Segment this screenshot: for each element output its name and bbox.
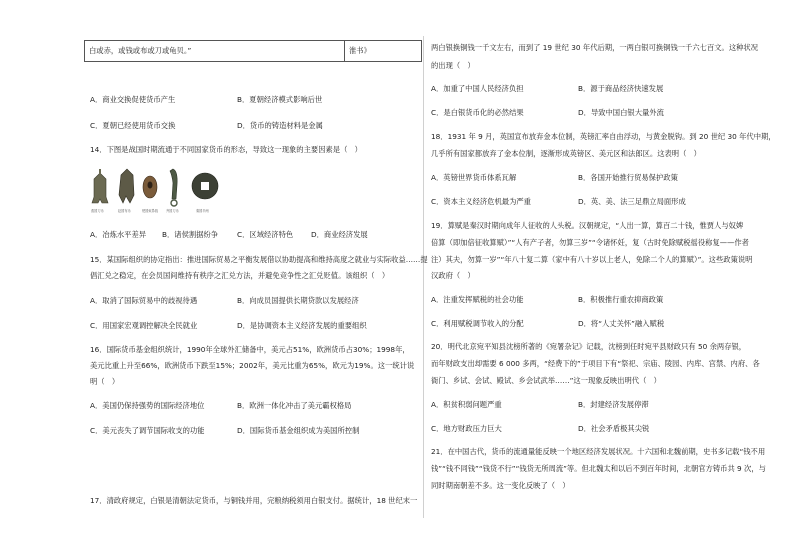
q18-stem-line-1: 18．1931 年 9 月，英国宣布放弃金本位制，英镑汇率自由浮动，与黄金脱钩。到 20 世纪 30 年代中期， (431, 132, 776, 141)
q17-option-c[interactable]: C．是白银货币化的必然结果 (431, 108, 524, 117)
source-text: 淮书》 (349, 46, 371, 55)
q17-stem: 17．清政府规定，白银是清朝法定货币，与铜钱并用，完粮纳税须用白银支付。据统计，18 世纪末一 (90, 496, 418, 505)
coin-caption-2: 赵国布币 (118, 209, 131, 213)
q13-option-a[interactable]: A．商业交换促使货币产生 (90, 95, 176, 104)
q19-stem-line-4: 汉政府（ ） (431, 271, 475, 280)
q19-stem-line-1: 19．算赋是秦汉时期向成年人征收的人头税。汉朝规定，“人出一算，算百二十钱，惟贾人与奴婢 (431, 221, 744, 230)
q20-option-d[interactable]: D．社会矛盾极其尖锐 (578, 424, 650, 433)
q19-option-c[interactable]: C．利用赋税调节收入的分配 (431, 319, 524, 328)
round-coin-icon (192, 173, 218, 199)
coins-illustration (90, 165, 225, 215)
spade-coin-icon (92, 169, 108, 203)
q16-stem-line-3: 明（ ） (90, 377, 120, 386)
q20-option-c[interactable]: C．地方财政压力巨大 (431, 424, 502, 433)
q20-option-a[interactable]: A．积贫积弱问题严重 (431, 400, 502, 409)
coin-caption-3: 楚国蚁鼻钱 (142, 209, 158, 213)
coin-caption-4: 齐国刀币 (166, 209, 179, 213)
q18-stem-line-2: 几乎所有国家都放弃了金本位制，逐渐形成英镑区、美元区和法郎区。这表明（ ） (431, 149, 701, 158)
q19-option-d[interactable]: D．将“人丈关怀”融入赋税 (578, 319, 665, 328)
q19-option-b[interactable]: B．积极推行重农抑商政策 (578, 295, 664, 304)
q16-option-b[interactable]: B．欧洲一体化冲击了美元霸权格局 (237, 401, 352, 410)
q13-option-d[interactable]: D．货币的铸造材料是金属 (237, 121, 323, 130)
q14-option-d[interactable]: D．商业经济发展 (311, 230, 368, 239)
q20-option-b[interactable]: B．封建经济发展停滞 (578, 400, 649, 409)
q18-option-d[interactable]: D．英、美、法三足鼎立局面形成 (578, 197, 686, 206)
q13-option-b[interactable]: B．夏朝经济模式影响后世 (237, 95, 323, 104)
q20-stem-line-1: 20．明代北京宛平知县沈榜所著的《宛署杂记》记载，沈榜到任时宛平县财政只有 50 余两存银， (431, 342, 747, 351)
q19-stem-line-2: 倍算（即加倍征收算赋）”“人有产子者，勿算三岁”“令诸怀妊，复（古时免除赋税徭役称复——作者 (431, 238, 749, 247)
q17-cont-line-1: 两白银换铜钱一千文左右，而到了 19 世纪 30 年代后期，一两白银可换铜钱一千六七百文。这种状况 (431, 43, 759, 52)
q13-option-c[interactable]: C．夏朝已经使用货币交换 (90, 121, 176, 130)
q18-option-c[interactable]: C．资本主义经济危机最为严重 (431, 197, 531, 206)
q21-stem-line-1: 21．在中国古代，货币的流通量能反映一个地区经济发展状况。十六国和北魏前期，史书多记载“钱不用 (431, 447, 766, 456)
knife-coin-icon (170, 169, 177, 206)
q15-option-a[interactable]: A．取消了国际贸易中的歧视待遇 (90, 296, 198, 305)
q20-stem-line-3: 衙门、乡试、会试、殿试、乡会试武举……”这一现象反映出明代（ ） (431, 376, 661, 385)
q17-option-d[interactable]: D．导致中国白银大量外流 (578, 108, 664, 117)
excerpt-box (84, 40, 345, 62)
column-divider (423, 36, 424, 518)
excerpt-text: 白或赤，或钱或布或刀或龟贝。” (89, 46, 192, 55)
q18-option-a[interactable]: A．英镑世界货币体系瓦解 (431, 173, 517, 182)
q21-stem-line-3: 同时期南朝差不多。这一变化反映了（ ） (431, 481, 570, 490)
q16-option-a[interactable]: A．美国仍保持强势的国际经济地位 (90, 401, 205, 410)
q14-option-a[interactable]: A．冶炼水平差异 (90, 230, 147, 239)
coin-caption-5: 秦国半两 (196, 209, 209, 213)
q16-option-c[interactable]: C．美元丧失了调节国际收支的功能 (90, 426, 205, 435)
cloth-coin-icon (119, 169, 134, 203)
q14-stem: 14．下图是战国时期流通于不同国家货币的形态，导致这一现象的主要因素是（ ） (90, 145, 362, 154)
q17-option-a[interactable]: A．加重了中国人民经济负担 (431, 84, 524, 93)
source-box (344, 40, 422, 62)
q15-option-b[interactable]: B．向成员国提供长期贷款以发展经济 (237, 296, 359, 305)
q19-option-a[interactable]: A．注重发挥赋税的社会功能 (431, 295, 524, 304)
coin-caption-1: 燕国刀币 (91, 209, 104, 213)
q18-option-b[interactable]: B．各国开始推行贸易保护政策 (578, 173, 678, 182)
q21-stem-line-2: 钱”“钱不同钱”“钱货不行”“钱货无所周流”等。但北魏太和以后不到百年时间，北朝官方铸币共 9 次，与 (431, 464, 766, 473)
q17-option-b[interactable]: B．源于商品经济快速发展 (578, 84, 664, 93)
q15-stem-line-1: 15．某国际组织的协定指出：推进国际贸易之平衡发展借以协助提高和维持高度之就业与实际收益……提 (90, 255, 428, 264)
q20-stem-line-2: 而年财政支出却需要 6 000 多两，“经费下的”于项目下有“祭祀、宗庙、陵园、内库、宫禁、内府、各 (431, 359, 760, 368)
q16-stem-line-1: 16．国际货币基金组织统计，1990年全球外汇储备中，美元占51%，欧洲货币占30%；1998年， (90, 345, 410, 354)
q16-option-d[interactable]: D．国际货币基金组织成为美国所控制 (237, 426, 360, 435)
q16-stem-line-2: 美元比重上升至66%，欧洲货币下跌至15%；2002年，美元比重为65%，欧元为19%。这一统计说 (90, 361, 415, 370)
q15-option-d[interactable]: D．是协调资本主义经济发展的重要组织 (237, 321, 367, 330)
q19-stem-line-3: 注）其夫，勿算一岁”“年八十复二算（家中有八十岁以上老人，免除二个人的算赋）”。这些政策说明 (431, 255, 753, 264)
ant-nose-coin-icon (143, 176, 157, 198)
q15-stem-line-2: 倡汇兑之稳定，在会员国间维持有秩序之汇兑方法，并避免竞争性之汇兑贬值。该组织（ ） (90, 271, 390, 280)
q17-cont-line-2: 的出现（ ） (431, 61, 475, 70)
q15-option-c[interactable]: C．用国家宏观调控解决全民就业 (90, 321, 198, 330)
q14-option-b[interactable]: B．诸侯割据纷争 (162, 230, 219, 239)
q14-option-c[interactable]: C．区域经济特色 (237, 230, 294, 239)
